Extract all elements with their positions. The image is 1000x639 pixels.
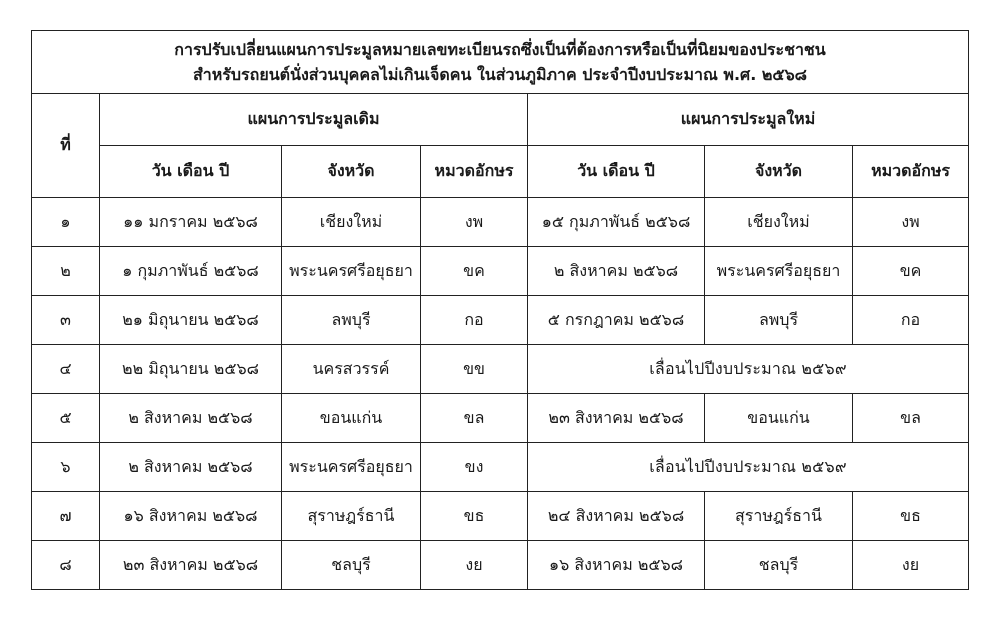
- cell-new-date: ๒๔ สิงหาคม ๒๕๖๘: [528, 492, 705, 541]
- cell-new-letters: งพ: [853, 198, 969, 247]
- title-line-1: การปรับเปลี่ยนแผนการประมูลหมายเลขทะเบียนรถซึ่งเป็นที่ต้องการหรือเป็นที่นิยมของประชาชน: [174, 40, 826, 59]
- cell-old-province: ลพบุรี: [282, 296, 421, 345]
- cell-old-date: ๑๑ มกราคม ๒๕๖๘: [100, 198, 282, 247]
- cell-old-letters: กอ: [421, 296, 528, 345]
- cell-old-letters: งพ: [421, 198, 528, 247]
- cell-old-province: พระนครศรีอยุธยา: [282, 443, 421, 492]
- sub-header-row: [32, 146, 969, 198]
- cell-no: ๓: [32, 296, 100, 345]
- cell-old-date: ๒๓ สิงหาคม ๒๕๖๘: [100, 541, 282, 590]
- cell-new-province: ชลบุรี: [705, 541, 853, 590]
- cell-new-letters: ขล: [853, 394, 969, 443]
- cell-old-date: ๒๒ มิถุนายน ๒๕๖๘: [100, 345, 282, 394]
- cell-old-letters: ขข: [421, 345, 528, 394]
- table-row: [32, 541, 969, 590]
- cell-new-letters: งย: [853, 541, 969, 590]
- cell-old-letters: ขธ: [421, 492, 528, 541]
- cell-old-province: สุราษฎร์ธานี: [282, 492, 421, 541]
- cell-new-date: ๒ สิงหาคม ๒๕๖๘: [528, 247, 705, 296]
- cell-old-letters: ขง: [421, 443, 528, 492]
- cell-new-province: พระนครศรีอยุธยา: [705, 247, 853, 296]
- header-old-letters: หมวดอักษร: [421, 146, 528, 198]
- cell-no: ๕: [32, 394, 100, 443]
- header-new-plan: แผนการประมูลใหม่: [528, 94, 969, 146]
- cell-new-province: สุราษฎร์ธานี: [705, 492, 853, 541]
- header-old-plan: แผนการประมูลเดิม: [100, 94, 528, 146]
- header-new-date: วัน เดือน ปี: [528, 146, 705, 198]
- cell-old-province: นครสวรรค์: [282, 345, 421, 394]
- header-new-province: จังหวัด: [705, 146, 853, 198]
- cell-no: ๖: [32, 443, 100, 492]
- table-row: [32, 394, 969, 443]
- table-title: [32, 31, 969, 94]
- cell-new-date: ๑๕ กุมภาพันธ์ ๒๕๖๘: [528, 198, 705, 247]
- cell-new-province: ขอนแก่น: [705, 394, 853, 443]
- cell-old-province: พระนครศรีอยุธยา: [282, 247, 421, 296]
- title-row: [32, 31, 969, 94]
- cell-old-province: ขอนแก่น: [282, 394, 421, 443]
- header-old-date: วัน เดือน ปี: [100, 146, 282, 198]
- cell-new-date: ๒๓ สิงหาคม ๒๕๖๘: [528, 394, 705, 443]
- cell-new-date: ๕ กรกฎาคม ๒๕๖๘: [528, 296, 705, 345]
- table-row: [32, 247, 969, 296]
- cell-old-date: ๒ สิงหาคม ๒๕๖๘: [100, 394, 282, 443]
- cell-old-province: เชียงใหม่: [282, 198, 421, 247]
- title-line-2: สำหรับรถยนต์นั่งส่วนบุคคลไม่เกินเจ็ดคน ในส่วนภูมิภาค ประจำปีงบประมาณ พ.ศ. ๒๕๖๘: [193, 65, 808, 84]
- cell-no: ๑: [32, 198, 100, 247]
- header-old-province: จังหวัด: [282, 146, 421, 198]
- header-new-letters: หมวดอักษร: [853, 146, 969, 198]
- table-row: [32, 198, 969, 247]
- cell-postponed: เลื่อนไปปีงบประมาณ ๒๕๖๙: [528, 443, 969, 492]
- cell-new-letters: ขธ: [853, 492, 969, 541]
- cell-new-letters: กอ: [853, 296, 969, 345]
- table-row: [32, 492, 969, 541]
- cell-no: ๘: [32, 541, 100, 590]
- cell-no: ๒: [32, 247, 100, 296]
- cell-old-letters: ขค: [421, 247, 528, 296]
- table-row: [32, 296, 969, 345]
- cell-no: ๗: [32, 492, 100, 541]
- cell-new-province: เชียงใหม่: [705, 198, 853, 247]
- table-row: [32, 345, 969, 394]
- cell-old-date: ๒๑ มิถุนายน ๒๕๖๘: [100, 296, 282, 345]
- cell-new-date: ๑๖ สิงหาคม ๒๕๖๘: [528, 541, 705, 590]
- cell-old-date: ๒ สิงหาคม ๒๕๖๘: [100, 443, 282, 492]
- group-header-row: [32, 94, 969, 146]
- auction-schedule-document: [31, 30, 968, 590]
- header-no: ที่: [32, 94, 100, 198]
- cell-postponed: เลื่อนไปปีงบประมาณ ๒๕๖๙: [528, 345, 969, 394]
- cell-old-letters: งย: [421, 541, 528, 590]
- cell-new-letters: ขค: [853, 247, 969, 296]
- table-row: [32, 443, 969, 492]
- cell-new-province: ลพบุรี: [705, 296, 853, 345]
- cell-no: ๔: [32, 345, 100, 394]
- cell-old-date: ๑๖ สิงหาคม ๒๕๖๘: [100, 492, 282, 541]
- cell-old-date: ๑ กุมภาพันธ์ ๒๕๖๘: [100, 247, 282, 296]
- auction-schedule-table: [31, 30, 969, 590]
- cell-old-province: ชลบุรี: [282, 541, 421, 590]
- cell-old-letters: ขล: [421, 394, 528, 443]
